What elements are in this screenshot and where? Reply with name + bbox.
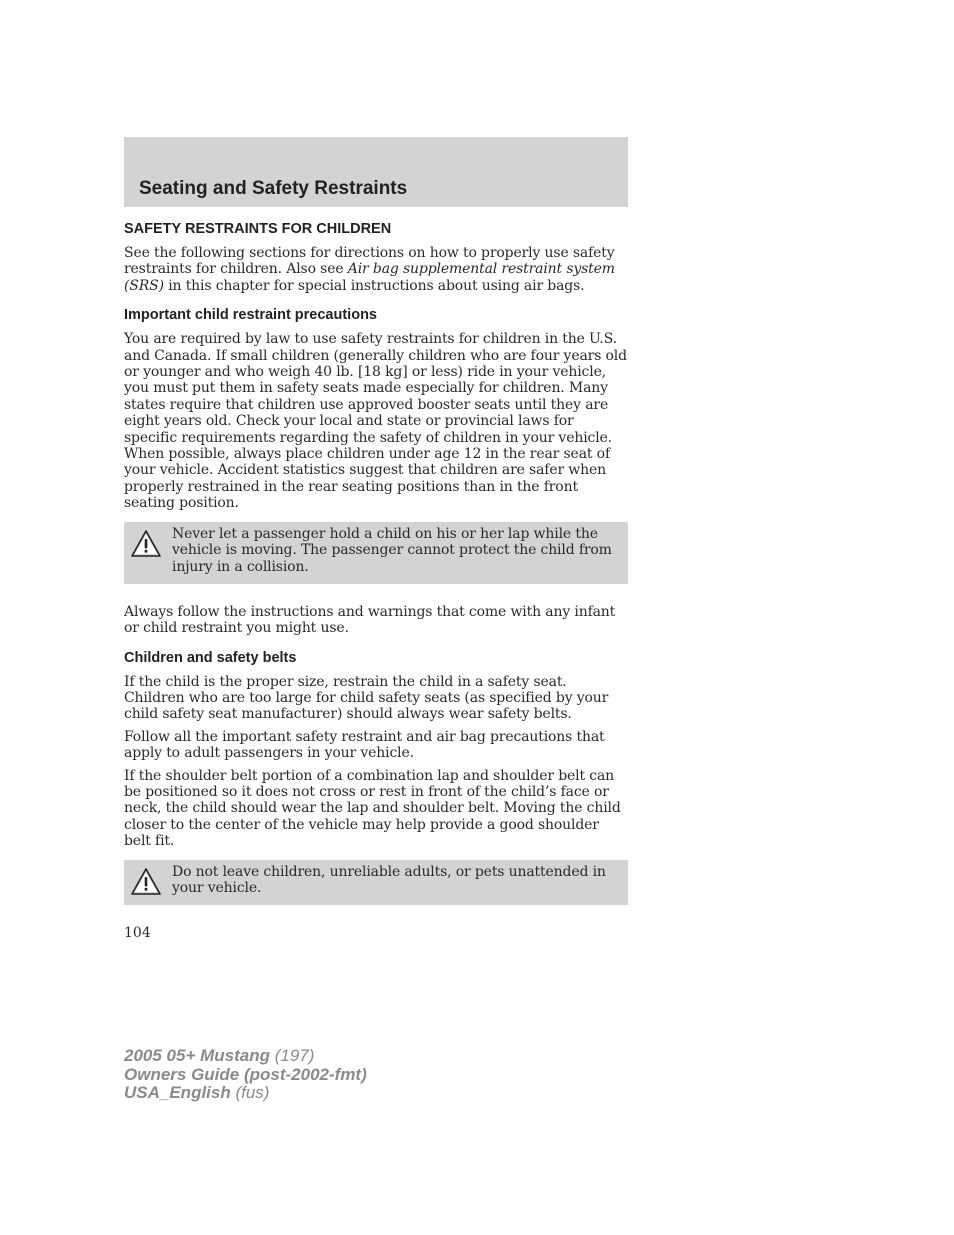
intro-text-after: in this chapter for special instructions about using air bags. <box>163 277 585 294</box>
warning-triangle-icon <box>130 529 162 559</box>
intro-reference: Air bag supplemental restraint system (SRS) <box>124 261 615 294</box>
warning-text-unattended: Do not leave children, unreliable adults, or pets unattended in your vehicle. <box>172 863 606 896</box>
document-footer <box>124 1047 367 1103</box>
warning-box-lap <box>124 522 628 584</box>
page-title: Seating and Safety Restraints <box>139 178 408 199</box>
precautions-paragraph: You are required by law to use safety restraints for children in the U.S. and Canada. If small children (generally children who are four years old or younger and who weigh 40 lb. [18 kg] or less) ride in your vehicle, you must put them in safety seats made especially for children. Many states require that children use approved booster seats until they are eight years old. Check your local and state or provincial laws for specific requirements regarding the safety of children in your vehicle. When possible, always place children under age 12 in the rear seat of your vehicle. Accident statistics suggest that children are safer when properly restrained in the rear seating positions than in the front seating position. <box>124 331 627 512</box>
follow-instructions-paragraph: Always follow the instructions and warnings that come with any infant or child restraint you might use. <box>124 603 616 637</box>
section-header-band <box>124 137 628 207</box>
belts-paragraph-3: If the shoulder belt portion of a combination lap and shoulder belt can be positioned so it does not cross or rest in front of the child’s face or neck, the child should wear the lap and shoulder belt. Moving the child closer to the center of the vehicle may help provide a good shoulder belt fit. <box>124 767 621 850</box>
belts-heading: Children and safety belts <box>124 649 297 666</box>
intro-paragraph <box>124 245 628 294</box>
belts-paragraph-1: If the child is the proper size, restrain the child in a safety seat. Children who are too large for child safety seats (as specified by your child safety seat manufacturer) should always wear safety belts. <box>124 673 609 723</box>
footer-line-2 <box>124 1066 367 1085</box>
warning-triangle-icon <box>130 867 162 897</box>
page-number: 104 <box>124 925 151 941</box>
main-content <box>124 220 628 925</box>
belts-paragraph-2: Follow all the important safety restraint and air bag precautions that apply to adult passengers in your vehicle. <box>124 728 605 762</box>
section-heading: SAFETY RESTRAINTS FOR CHILDREN <box>124 221 392 237</box>
footer-model-code: (197) <box>270 1046 315 1065</box>
footer-guide: Owners Guide (post-2002-fmt) <box>124 1064 367 1084</box>
footer-line-1 <box>124 1047 367 1066</box>
precautions-heading: Important child restraint precautions <box>124 307 377 324</box>
intro-text-before: See the following sections for directions on how to properly use safety restraints for children. Also see <box>124 245 615 278</box>
warning-text-lap: Never let a passenger hold a child on his or her lap while the vehicle is moving. The passenger cannot protect the child from injury in a collision. <box>172 525 612 575</box>
footer-model: 2005 05+ Mustang <box>124 1046 270 1065</box>
warning-box-unattended <box>124 860 628 905</box>
footer-language: USA_English <box>124 1083 231 1102</box>
footer-line-3 <box>124 1084 367 1103</box>
footer-language-code: (fus) <box>230 1083 270 1102</box>
